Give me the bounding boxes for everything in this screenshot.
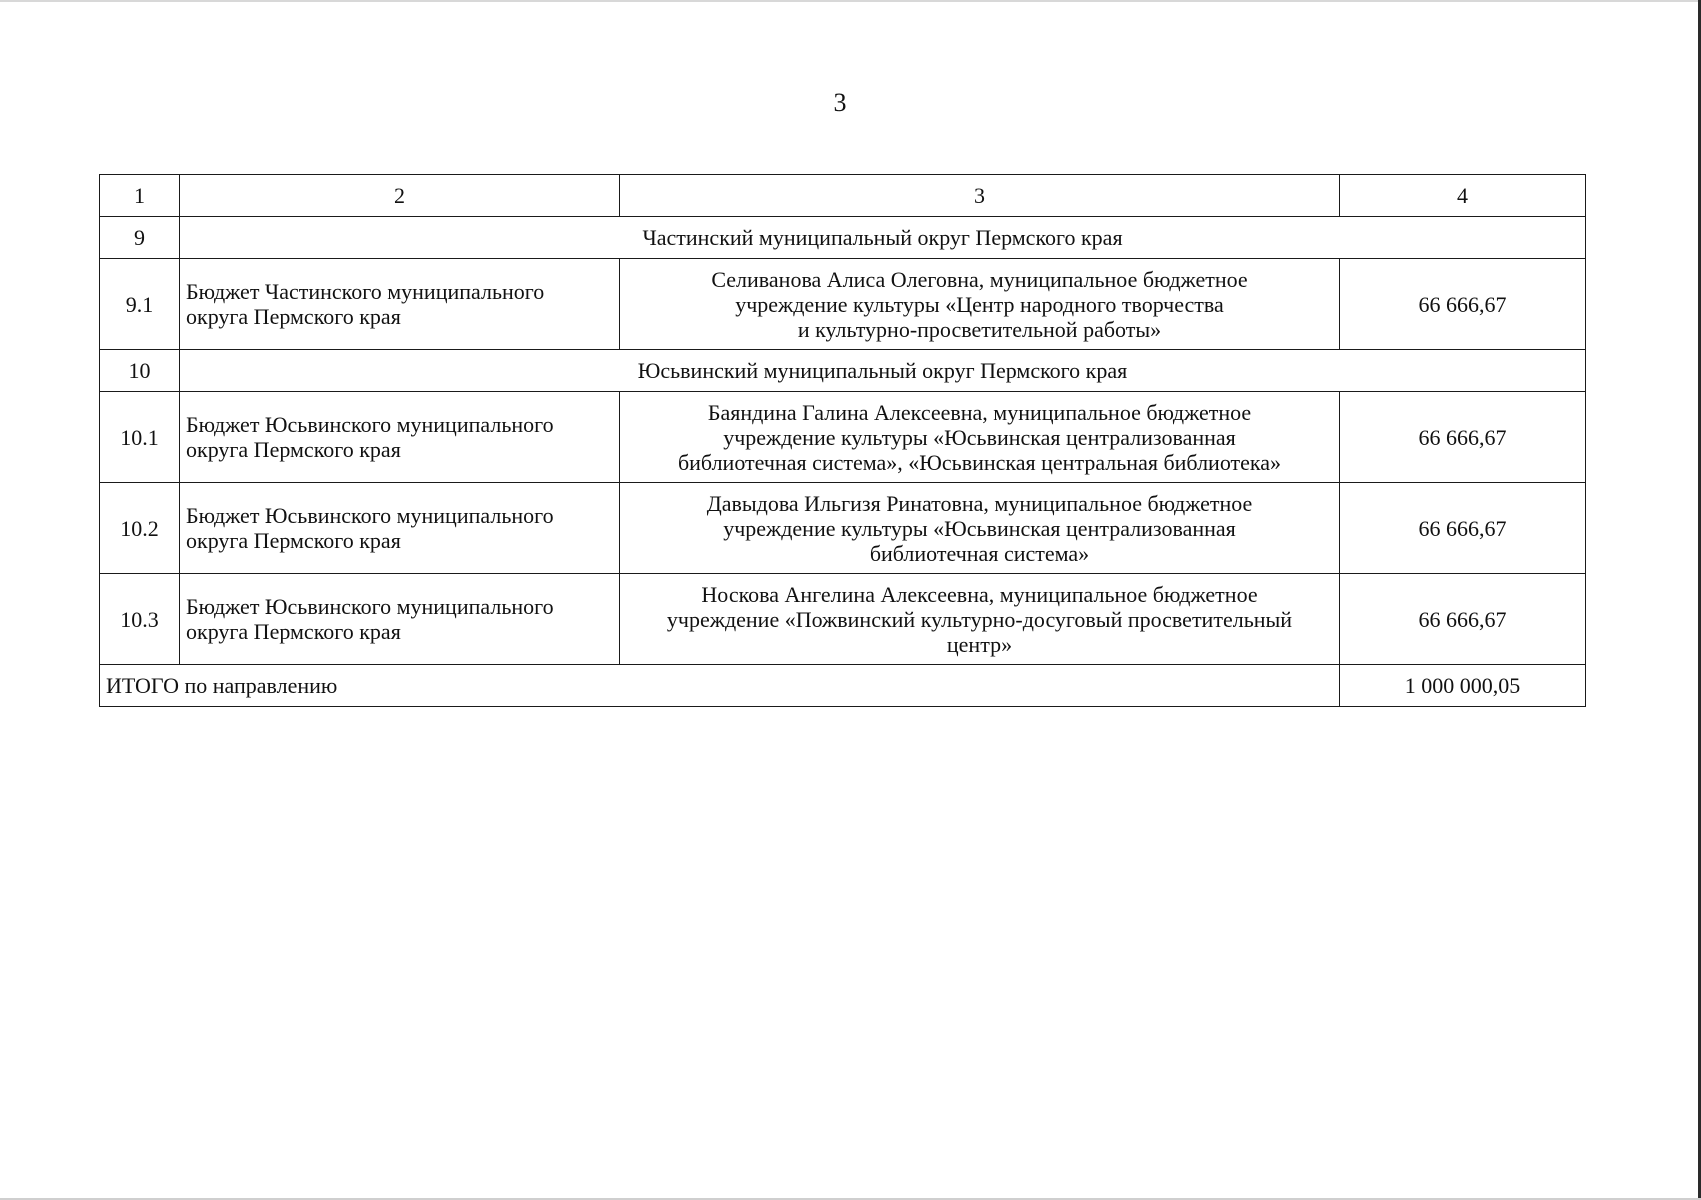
recipient-text: Селиванова Алиса Олеговна, муниципальное бюджетное учреждение культуры «Центр народного творчества и культурно-просветительной работы»	[711, 266, 1248, 342]
column-number-1: 1	[100, 175, 180, 217]
row-number: 10.2	[100, 483, 180, 574]
recipient-cell	[620, 483, 1340, 574]
budget-text: Бюджет Юсьвинского муниципального округа Пермского края	[186, 412, 554, 462]
column-number-row	[100, 175, 1586, 217]
row-number: 10.3	[100, 574, 180, 665]
table-row-9-1	[100, 259, 1586, 350]
recipient-cell	[620, 574, 1340, 665]
column-number-2: 2	[180, 175, 620, 217]
total-row	[100, 665, 1586, 707]
allocation-table	[99, 174, 1586, 707]
total-amount: 1 000 000,05	[1340, 665, 1586, 707]
recipient-text: Баяндина Галина Алексеевна, муниципальное бюджетное учреждение культуры «Юсьвинская централизованная библиотечная система», «Юсьвинская центральная библиотека»	[677, 399, 1282, 475]
column-number-4: 4	[1340, 175, 1586, 217]
total-label: ИТОГО по направлению	[100, 665, 1340, 707]
budget-cell	[180, 259, 620, 350]
section-row-9	[100, 217, 1586, 259]
table-row-10-2	[100, 483, 1586, 574]
budget-text: Бюджет Юсьвинского муниципального округа Пермского края	[186, 503, 554, 553]
recipient-cell	[620, 392, 1340, 483]
recipient-cell	[620, 259, 1340, 350]
section-number: 10	[100, 350, 180, 392]
recipient-text: Носкова Ангелина Алексеевна, муниципальное бюджетное учреждение «Пожвинский культурно-досуговый просветительный центр»	[666, 581, 1293, 657]
section-title: Частинский муниципальный округ Пермского края	[180, 217, 1586, 259]
row-number: 10.1	[100, 392, 180, 483]
budget-cell	[180, 392, 620, 483]
scan-edge-top	[0, 0, 1701, 2]
page-number: 3	[833, 88, 847, 117]
amount-cell: 66 666,67	[1340, 574, 1586, 665]
section-title: Юсьвинский муниципальный округ Пермского края	[180, 350, 1586, 392]
recipient-text: Давыдова Ильгизя Ринатовна, муниципальное бюджетное учреждение культуры «Юсьвинская централизованная библиотечная система»	[706, 490, 1253, 566]
row-number: 9.1	[100, 259, 180, 350]
column-number-3: 3	[620, 175, 1340, 217]
amount-cell: 66 666,67	[1340, 392, 1586, 483]
amount-cell: 66 666,67	[1340, 483, 1586, 574]
amount-cell: 66 666,67	[1340, 259, 1586, 350]
table-row-10-3	[100, 574, 1586, 665]
section-row-10	[100, 350, 1586, 392]
budget-cell	[180, 574, 620, 665]
budget-cell	[180, 483, 620, 574]
section-number: 9	[100, 217, 180, 259]
budget-text: Бюджет Юсьвинского муниципального округа Пермского края	[186, 594, 554, 644]
table-row-10-1	[100, 392, 1586, 483]
budget-text: Бюджет Частинского муниципального округа Пермского края	[186, 279, 545, 329]
